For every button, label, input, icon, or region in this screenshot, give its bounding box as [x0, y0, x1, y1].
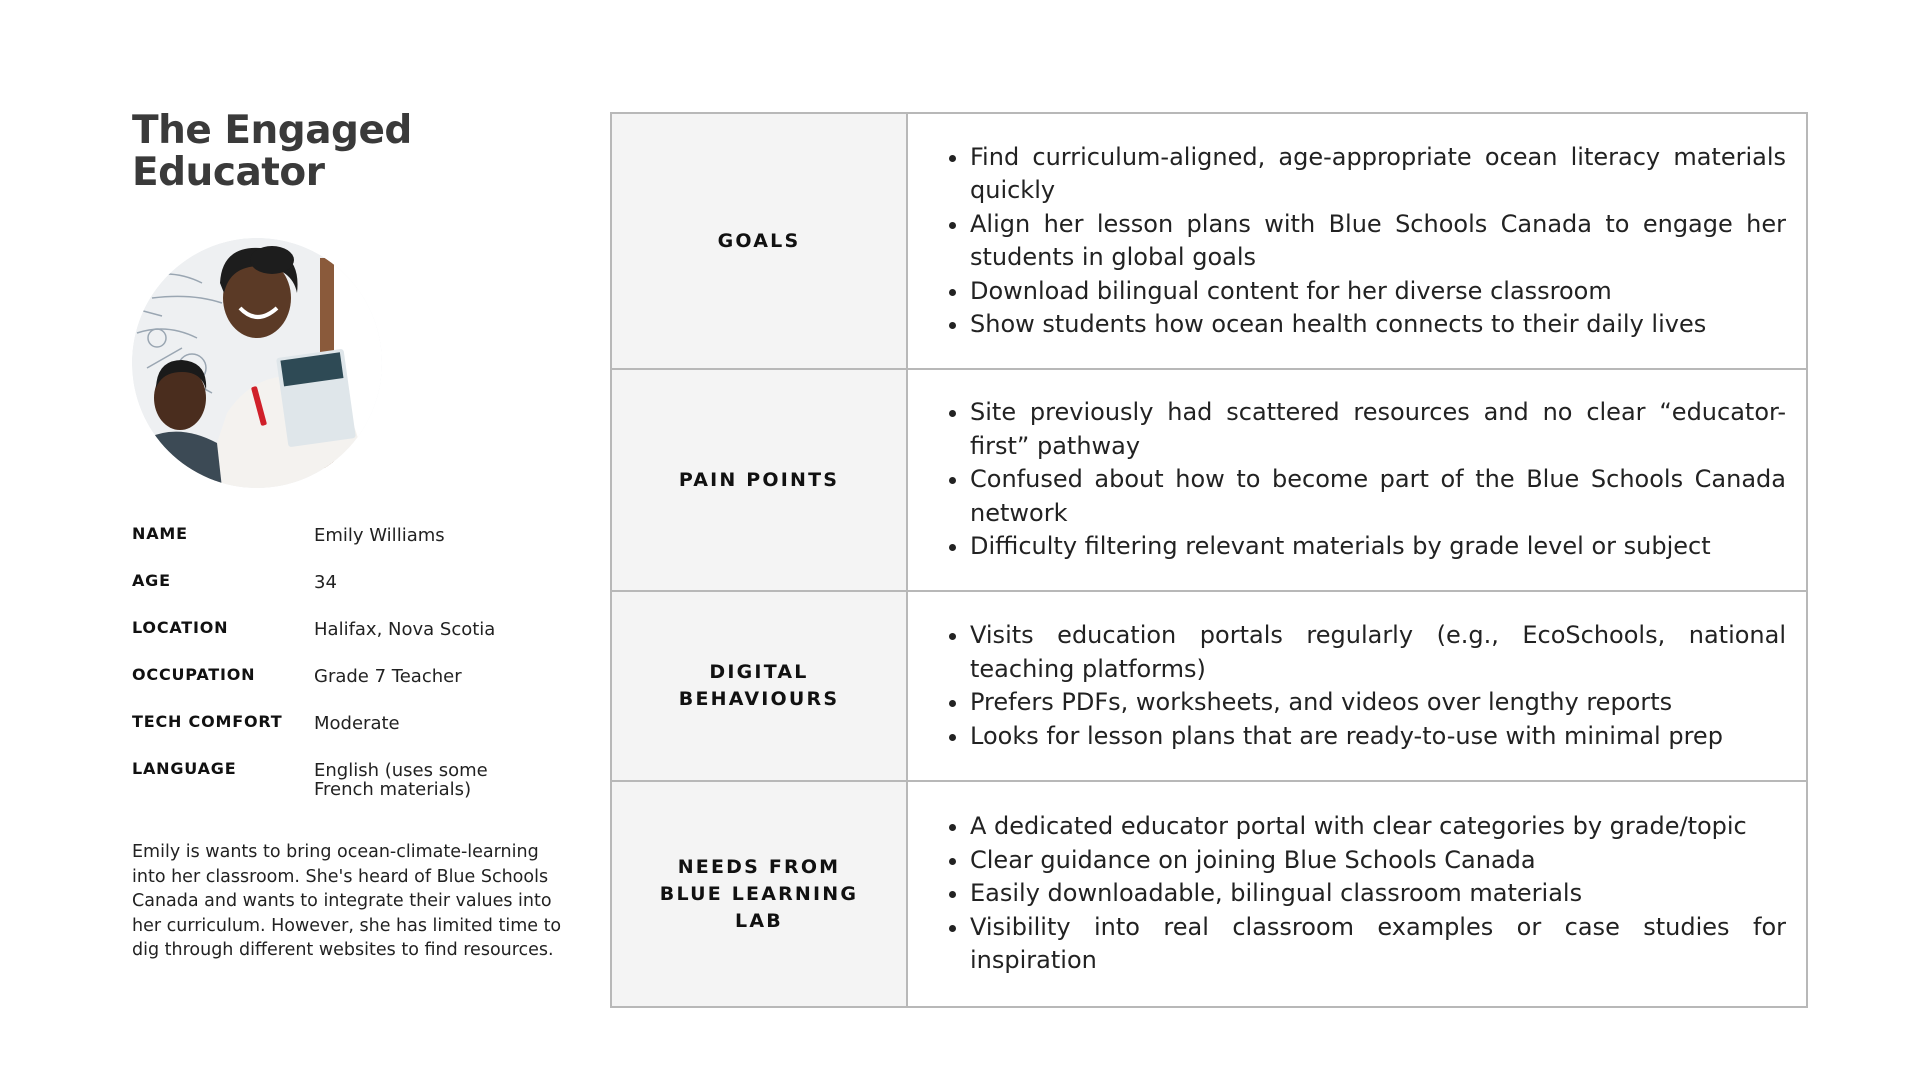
- list-item: • Align her lesson plans with Blue Schools Canada to engage her students in global goals: [970, 208, 1786, 275]
- persona-title: The Engaged Educator: [132, 108, 412, 195]
- persona-bio: Emily is wants to bring ocean-climate-learning into her classroom. She's heard of Blue Schools Canada and wants to integrate their values into her curriculum. However, she has limited time to dig through different websites to find resources.: [132, 842, 562, 960]
- matrix-row-digital-behaviours: [611, 591, 1807, 781]
- list-item: • Visibility into real classroom examples or case studies for inspiration: [970, 911, 1786, 978]
- list-item: • Site previously had scattered resources and no clear “educator-first” pathway: [970, 396, 1786, 463]
- list-item: • Find curriculum-aligned, age-appropriate ocean literacy materials quickly: [970, 141, 1786, 208]
- content-cell: [907, 113, 1807, 369]
- list-item: • A dedicated educator portal with clear categories by grade/topic: [970, 810, 1786, 844]
- content-cell: [907, 591, 1807, 781]
- list-item: • Download bilingual content for her diverse classroom: [970, 275, 1786, 309]
- detail-value: Emily Williams: [314, 525, 445, 546]
- avatar-photo-illustration: [132, 238, 382, 488]
- list-item: • Visits education portals regularly (e.g., EcoSchools, national teaching platforms): [970, 619, 1786, 686]
- content-cell: [907, 781, 1807, 1007]
- list-item: • Prefers PDFs, worksheets, and videos over lengthy reports: [970, 686, 1786, 720]
- category-cell: [611, 591, 907, 781]
- detail-label: LANGUAGE: [132, 759, 237, 778]
- detail-label: AGE: [132, 571, 171, 590]
- content-cell: [907, 369, 1807, 591]
- bullet-list: [930, 619, 1786, 753]
- bullet-list: [930, 141, 1786, 342]
- detail-label: LOCATION: [132, 618, 229, 637]
- category-label: PAIN POINTS: [678, 468, 840, 491]
- detail-label: OCCUPATION: [132, 665, 256, 684]
- category-label: GOALS: [717, 229, 801, 252]
- list-item: • Show students how ocean health connects to their daily lives: [970, 308, 1786, 342]
- list-item: • Easily downloadable, bilingual classroom materials: [970, 877, 1786, 911]
- detail-value: English (uses some French materials): [314, 760, 488, 800]
- list-item: • Confused about how to become part of the Blue Schools Canada network: [970, 463, 1786, 530]
- category-cell: [611, 369, 907, 591]
- list-item: • Looks for lesson plans that are ready-to-use with minimal prep: [970, 720, 1786, 754]
- category-cell: [611, 113, 907, 369]
- detail-value: Halifax, Nova Scotia: [314, 619, 496, 640]
- avatar: [132, 238, 382, 488]
- list-item: • Difficulty filtering relevant materials by grade level or subject: [970, 530, 1786, 564]
- category-label: DIGITAL BEHAVIOURS: [678, 661, 840, 710]
- matrix-row-goals: [611, 113, 1807, 369]
- bullet-list: [930, 810, 1786, 978]
- detail-label: TECH COMFORT: [132, 712, 283, 731]
- category-label: NEEDS FROM BLUE LEARNING LAB: [659, 855, 859, 932]
- bullet-list: [930, 396, 1786, 564]
- matrix-row-pain-points: [611, 369, 1807, 591]
- matrix-row-needs: [611, 781, 1807, 1007]
- category-cell: [611, 781, 907, 1007]
- persona-matrix: [610, 112, 1808, 1008]
- list-item: • Clear guidance on joining Blue Schools Canada: [970, 844, 1786, 878]
- detail-label: NAME: [132, 524, 188, 543]
- detail-value: 34: [314, 572, 337, 593]
- detail-value: Moderate: [314, 713, 400, 734]
- detail-value: Grade 7 Teacher: [314, 666, 462, 687]
- persona-panel: [132, 108, 562, 960]
